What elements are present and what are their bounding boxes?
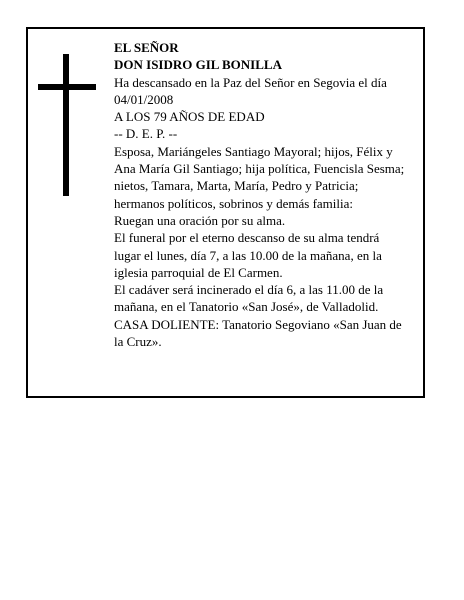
notice-line: Ruegan una oración por su alma. bbox=[114, 212, 286, 228]
cross-vertical-bar bbox=[63, 54, 69, 196]
notice-line: nietos, Tamara, Marta, María, Pedro y Patricia; bbox=[114, 178, 359, 194]
notice-line: CASA DOLIENTE: Tanatorio Segoviano «San Juan de bbox=[114, 316, 402, 332]
notice-line: hermanos políticos, sobrinos y demás familia: bbox=[114, 195, 354, 211]
notice-line: El cadáver será incinerado el día 6, a las 11.00 de la bbox=[114, 282, 384, 298]
notice-line: Ha descansado en la Paz del Señor en Segovia el día bbox=[114, 74, 387, 90]
notice-line: A LOS 79 AÑOS DE EDAD bbox=[114, 109, 265, 125]
notice-line: mañana, en el Tanatorio «San José», de Valladolid. bbox=[114, 299, 379, 315]
notice-line: lugar el lunes, día 7, a las 10.00 de la mañana, en la bbox=[114, 247, 382, 263]
notice-line: iglesia parroquial de El Carmen. bbox=[114, 264, 283, 280]
notice-line: El funeral por el eterno descanso de su alma tendrá bbox=[114, 230, 380, 246]
notice-line: 04/01/2008 bbox=[114, 91, 174, 107]
notice-line: Ana María Gil Santiago; hija política, Fuencisla Sesma; bbox=[114, 161, 405, 177]
notice-line: -- D. E. P. -- bbox=[114, 126, 178, 142]
notice-line: Esposa, Mariángeles Santiago Mayoral; hijos, Félix y bbox=[114, 143, 393, 159]
cross-horizontal-bar bbox=[38, 84, 96, 90]
deceased-name: DON ISIDRO GIL BONILLA bbox=[114, 57, 282, 73]
notice-heading: EL SEÑOR bbox=[114, 40, 179, 55]
obituary-text bbox=[114, 39, 424, 350]
notice-line: la Cruz». bbox=[114, 334, 162, 350]
